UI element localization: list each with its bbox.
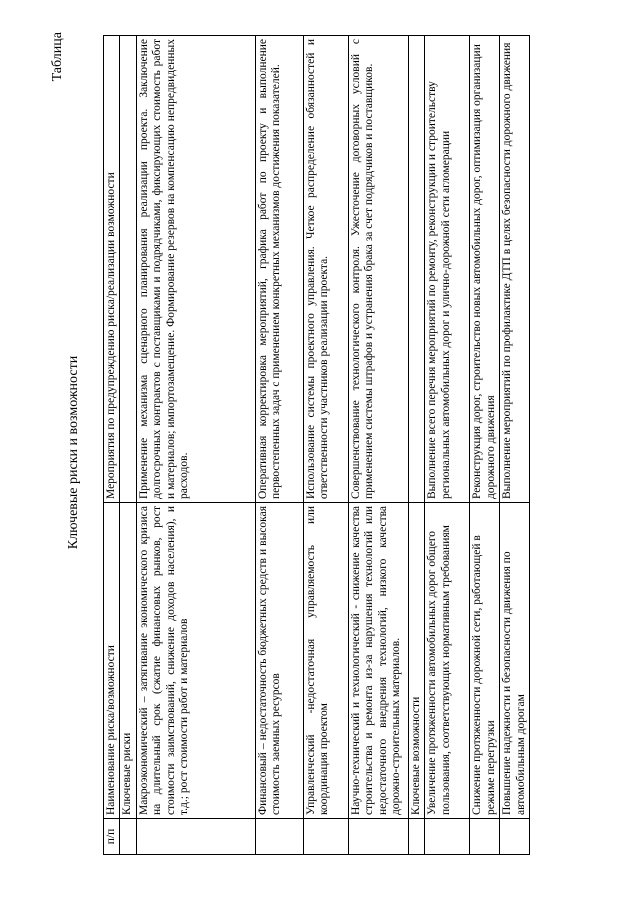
opportunity-measures: Выполнение всего перечня мероприятий по ремонту, реконструкции и строительству региональных автомобильных дорог и улично-дорожной сети агломерации <box>425 36 470 503</box>
table-row <box>470 36 500 855</box>
document-title: Ключевые риски и возможности <box>66 355 81 550</box>
section-title-risks: Ключевые риски <box>120 503 136 819</box>
risk-name: Макроэкономический – затягивание экономического кризиса на длительный срок (сжатие финансовых рынков, рост стоимости заимствований, снижение доходов населения), и т.д.; рост стоимости работ и материалов <box>136 503 255 819</box>
section-title-opportunities: Ключевые возможности <box>408 503 424 819</box>
row-num <box>425 819 470 855</box>
risk-measures: Применение механизма сценарного планирования реализации проекта. Заключение долгосрочных контрактов с поставщиками и подрядчиками, фиксирующих стоимость работ и материалов; импортозамещение. Формирование резервов на компенсацию непредвиденных расходов. <box>136 36 255 503</box>
table-label: Таблица <box>50 32 65 82</box>
table-header-row <box>104 36 120 855</box>
section-empty-cell <box>120 36 136 503</box>
header-name: Наименование риска/возможности <box>104 503 120 819</box>
row-num <box>255 819 303 855</box>
row-num <box>348 819 408 855</box>
table-row <box>348 36 408 855</box>
risk-measures: Совершенствование технологического контроля. Ужесточение договорных условий с применением системы штрафов и устранения брака за счет подрядчиков и поставщиков. <box>348 36 408 503</box>
section-num-cell <box>408 819 424 855</box>
risk-name: Научно-технический и технологический - снижение качества строительства и ремонта из-за нарушения технологий или недостаточного внедрения технологий, низкого качества дорожно-строительных материалов. <box>348 503 408 819</box>
section-empty-cell <box>408 36 424 503</box>
risk-measures: Оперативная корректировка мероприятий, графика работ по проекту и выполнение первостепенных задач с применением конкретных механизмов достижения показателей. <box>255 36 303 503</box>
risk-measures: Использование системы проектного управления. Четкое распределение обязанностей и ответственности участников реализации проекта. <box>303 36 348 503</box>
opportunity-name: Снижение протяженности дорожной сети, работающей в режиме перегрузки <box>470 503 500 819</box>
risk-name: Управленческий -недостаточная управляемость или координация проектом <box>303 503 348 819</box>
opportunity-measures: Реконструкция дорог, строительство новых автомобильных дорог, оптимизация организации дорожного движения <box>470 36 500 503</box>
opportunity-name: Повышение надежности и безопасности движения по автомобильным дорогам <box>500 503 530 819</box>
header-measures: Мероприятия по предупреждению риска/реализации возможности <box>104 36 120 503</box>
table-row <box>425 36 470 855</box>
row-num <box>303 819 348 855</box>
row-num <box>500 819 530 855</box>
table-row <box>255 36 303 855</box>
section-row-opportunities <box>408 36 424 855</box>
table-row <box>500 36 530 855</box>
risks-table <box>103 35 530 855</box>
row-num <box>136 819 255 855</box>
opportunity-measures: Выполнение мероприятий по профилактике ДТП в целях безопасности дорожного движения <box>500 36 530 503</box>
table-row <box>303 36 348 855</box>
header-num: п/п <box>104 819 120 855</box>
table-row <box>136 36 255 855</box>
opportunity-name: Увеличение протяженности автомобильных дорог общего пользования, соответствующих нормативным требованиям <box>425 503 470 819</box>
section-num-cell <box>120 819 136 855</box>
section-row-risks <box>120 36 136 855</box>
risk-name: Финансовый – недостаточность бюджетных средств и высокая стоимость заемных ресурсов <box>255 503 303 819</box>
row-num <box>470 819 500 855</box>
